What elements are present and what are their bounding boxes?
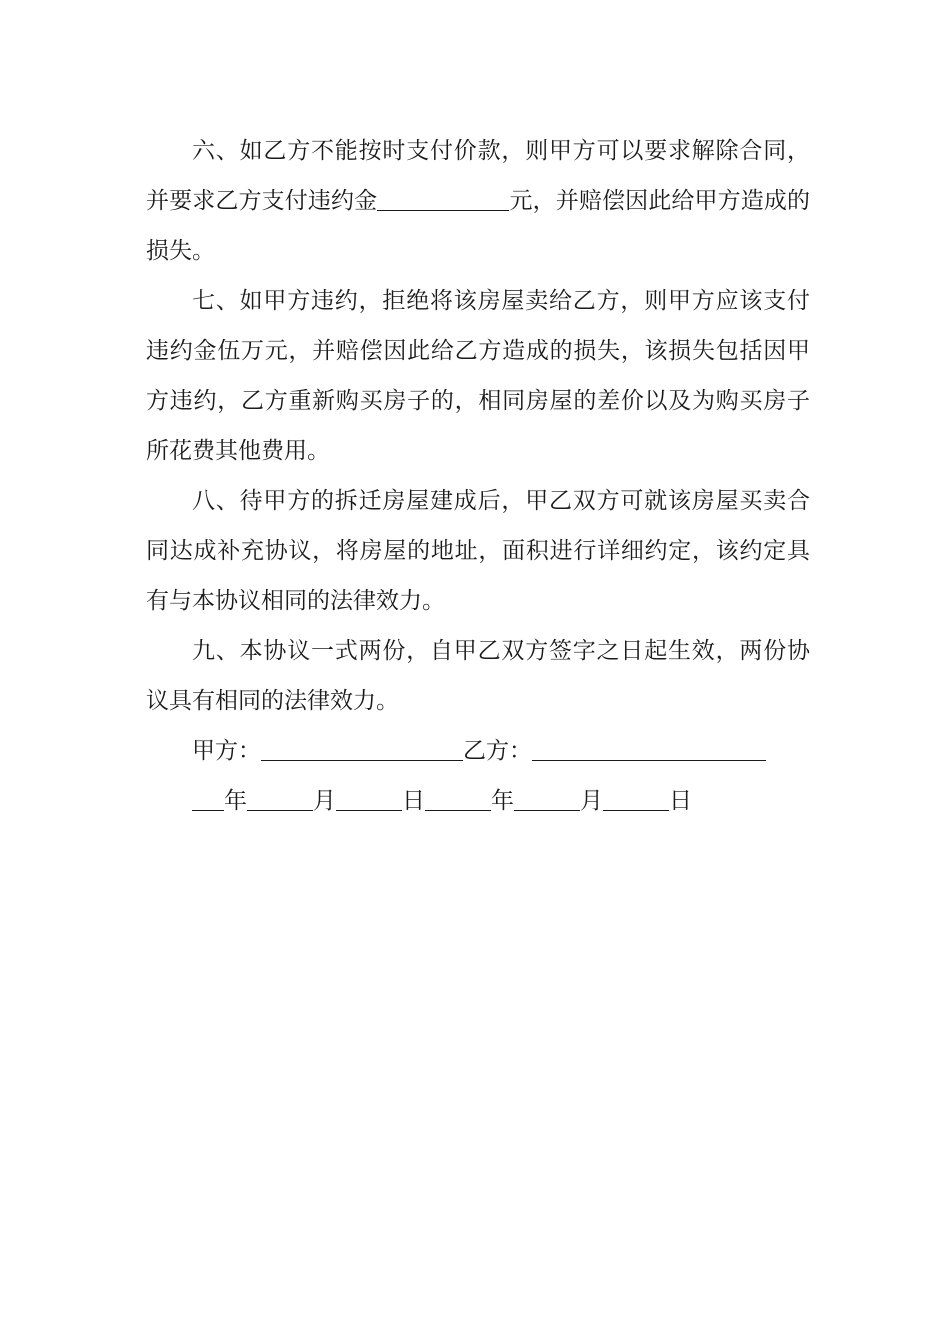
party-b-year-label: 年 [491, 788, 514, 814]
party-a-year-label: 年 [224, 788, 247, 814]
party-a-day-label: 日 [402, 788, 425, 814]
signature-line [146, 726, 810, 776]
party-a-day-blank[interactable] [336, 787, 402, 811]
party-b-month-label: 月 [580, 788, 603, 814]
party-b-label: 乙方： [463, 738, 532, 764]
clause-six-text-2: 元，并赔偿因此给甲方造成的损失。 [146, 188, 811, 264]
contract-body [146, 126, 810, 826]
date-line [146, 776, 810, 826]
party-a-month-blank[interactable] [247, 787, 313, 811]
party-b-day-blank[interactable] [603, 787, 669, 811]
penalty-amount-blank[interactable] [377, 187, 509, 211]
party-a-label: 甲方： [192, 738, 261, 764]
party-b-month-blank[interactable] [514, 787, 580, 811]
clause-six [146, 126, 810, 276]
party-a-year-blank[interactable] [192, 787, 224, 811]
clause-nine: 九、本协议一式两份，自甲乙双方签字之日起生效，两份协议具有相同的法律效力。 [146, 638, 810, 714]
party-b-signature-blank[interactable] [532, 737, 766, 761]
party-b-day-label: 日 [669, 788, 692, 814]
party-a-month-label: 月 [313, 788, 336, 814]
party-a-signature-blank[interactable] [261, 737, 463, 761]
clause-six-text-1: 六、如乙方不能按时支付价款，则甲方可以要求解除合同，并要求乙方支付违约金 [146, 138, 810, 214]
party-b-year-blank[interactable] [425, 787, 491, 811]
clause-seven: 七、如甲方违约，拒绝将该房屋卖给乙方，则甲方应该支付违约金伍万元，并赔偿因此给乙方造成的损失，该损失包括因甲方违约，乙方重新购买房子的，相同房屋的差价以及为购买房子所花费其他费用。 [146, 288, 810, 464]
clause-eight: 八、待甲方的拆迁房屋建成后，甲乙双方可就该房屋买卖合同达成补充协议，将房屋的地址，面积进行详细约定，该约定具有与本协议相同的法律效力。 [146, 488, 810, 614]
